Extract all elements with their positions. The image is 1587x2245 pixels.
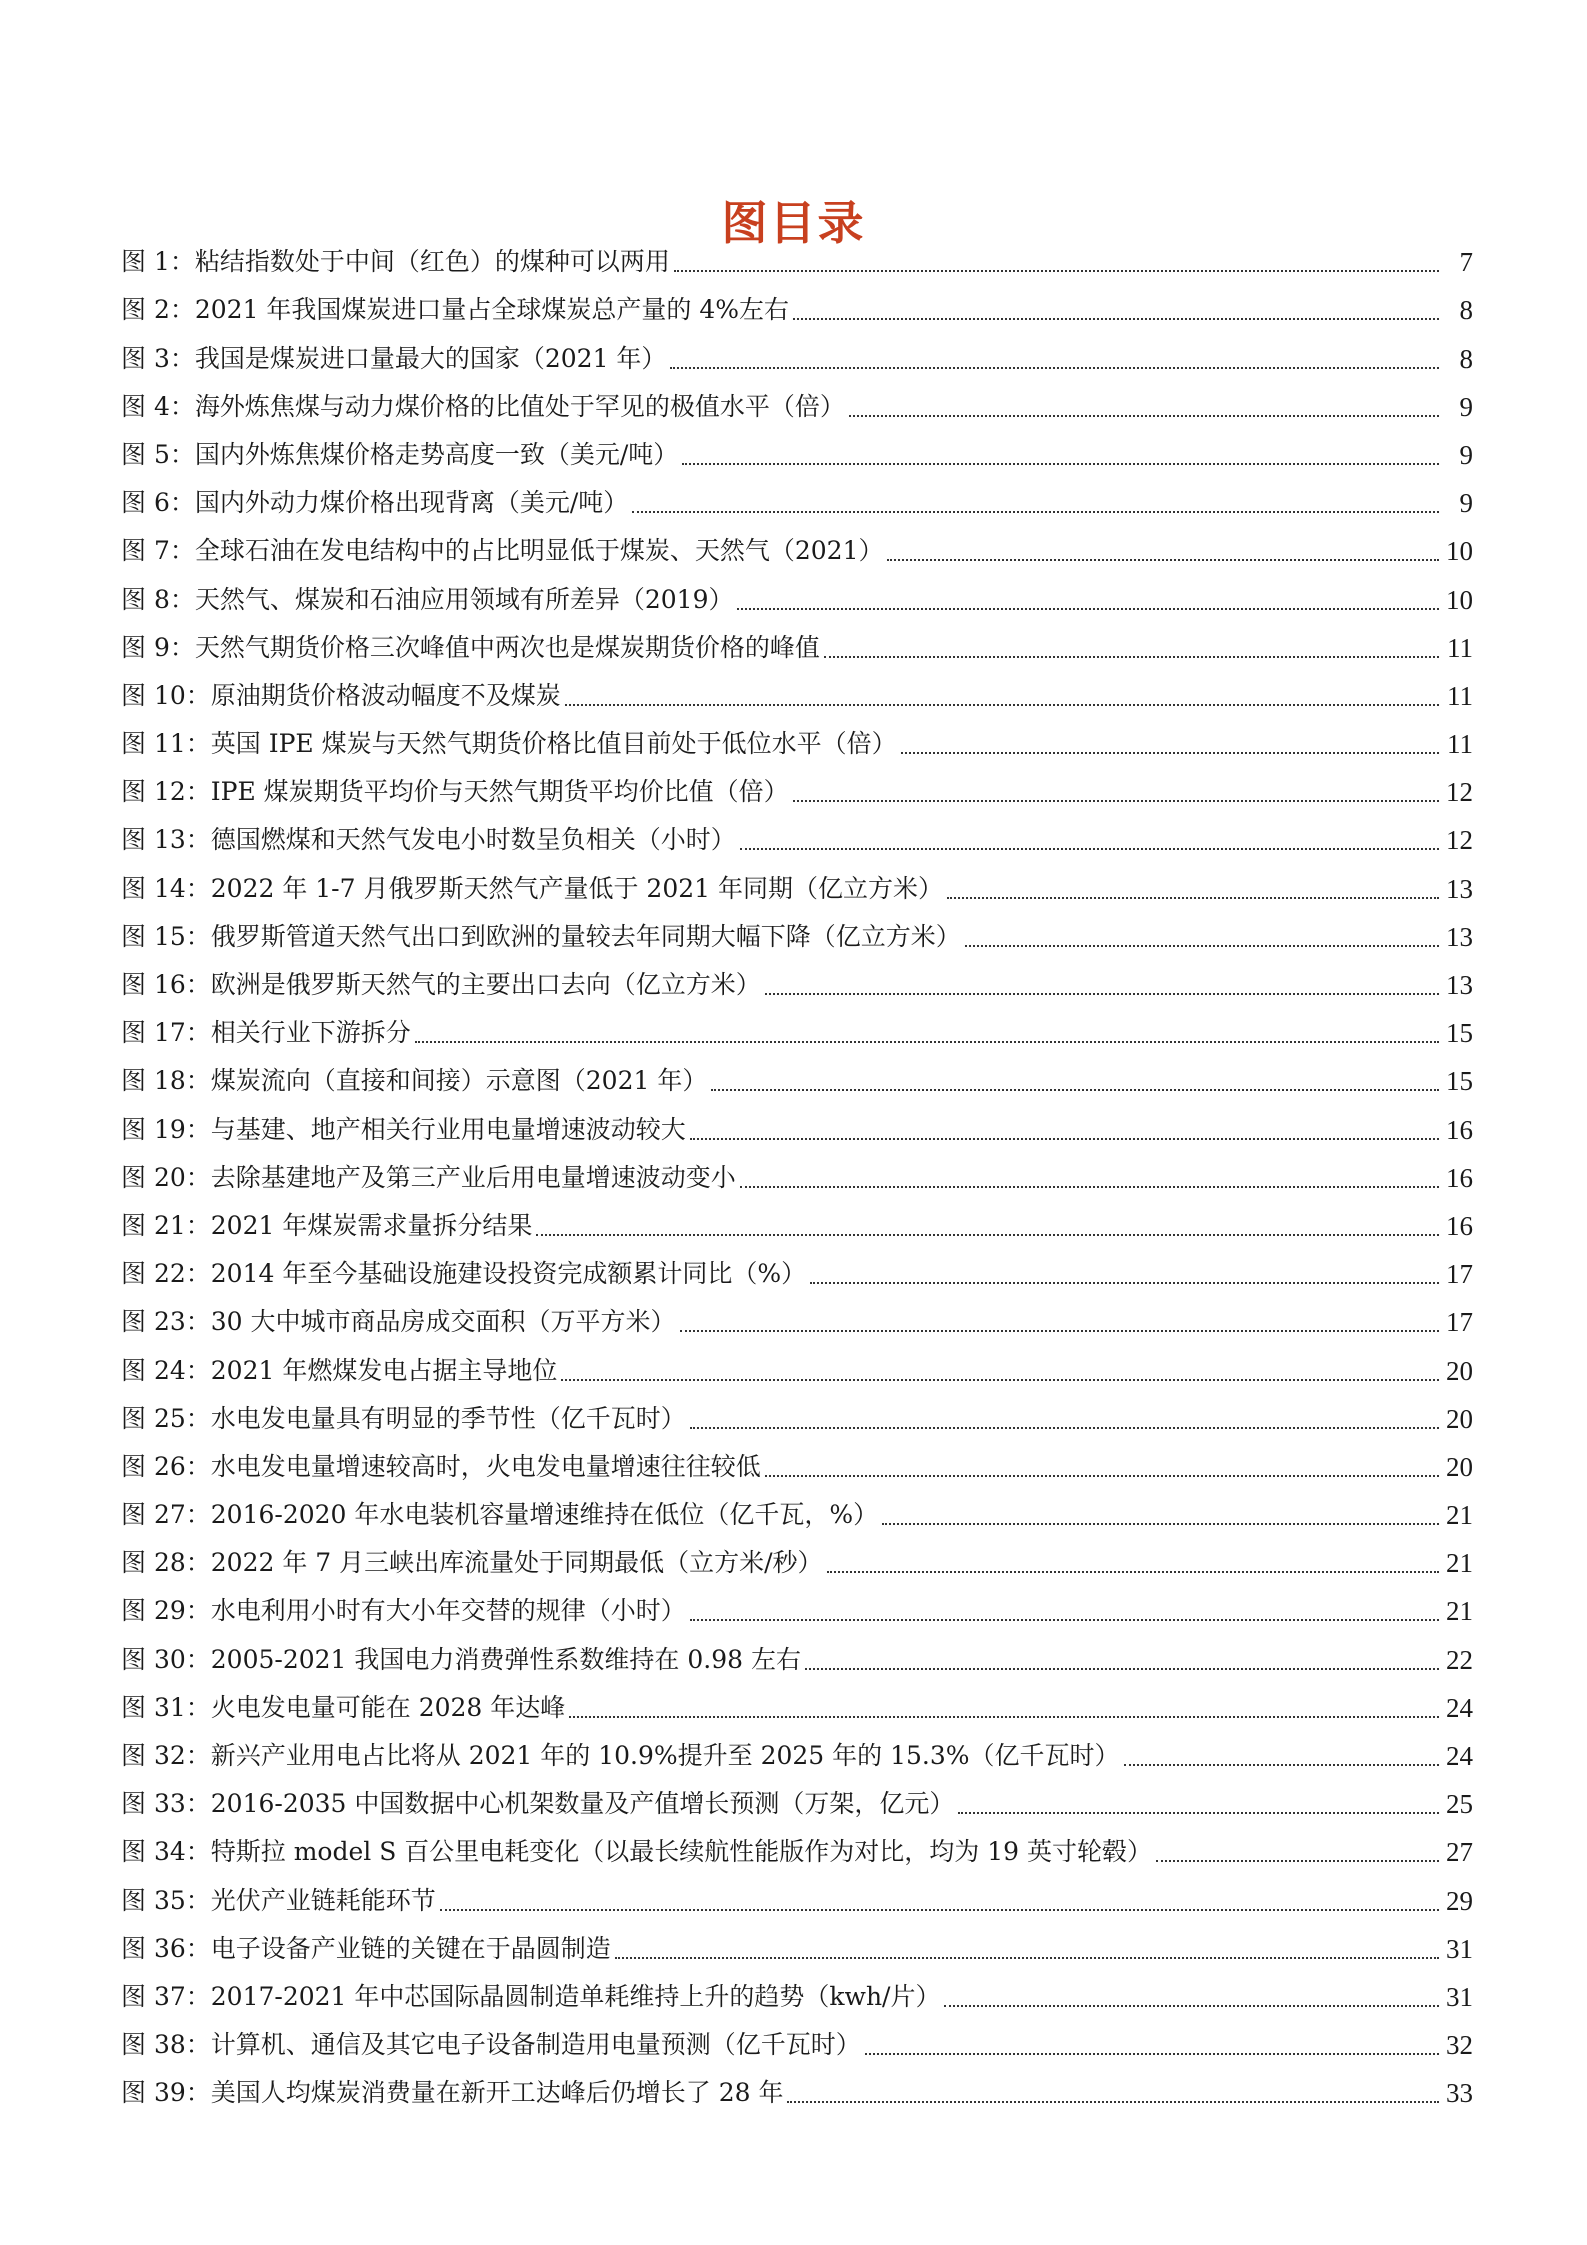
toc-entry-page-number: 27 <box>1446 1837 1473 1868</box>
toc-entry-page-number: 11 <box>1447 729 1473 760</box>
dot-leader <box>787 2101 1439 2103</box>
toc-entry-page-number: 15 <box>1446 1066 1473 1097</box>
dot-leader <box>887 559 1439 561</box>
dot-leader <box>690 1619 1439 1621</box>
toc-entry-page-number: 9 <box>1459 439 1473 470</box>
toc-entry[interactable] <box>121 1107 1473 1155</box>
dot-leader <box>882 1523 1439 1525</box>
toc-entry[interactable] <box>121 818 1473 866</box>
toc-entry-label: 图 15：俄罗斯管道天然气出口到欧洲的量较去年同期大幅下降（亿立方米） <box>121 921 961 951</box>
toc-entry[interactable] <box>121 770 1473 818</box>
toc-entry-page-number: 21 <box>1446 1596 1473 1627</box>
toc-entry-label: 图 9：天然气期货价格三次峰值中两次也是煤炭期货价格的峰值 <box>121 632 820 662</box>
toc-entry-label: 图 13：德国燃煤和天然气发电小时数呈负相关（小时） <box>121 825 736 855</box>
toc-entry-label: 图 23：30 大中城市商品房成交面积（万平方米） <box>121 1307 676 1337</box>
dot-leader <box>569 1716 1439 1718</box>
toc-entry-label: 图 20：去除基建地产及第三产业后用电量增速波动变小 <box>121 1162 736 1192</box>
toc-entry-page-number: 10 <box>1446 584 1473 615</box>
toc-entry-label: 图 36：电子设备产业链的关键在于晶圆制造 <box>121 1933 611 1963</box>
dot-leader <box>810 1282 1439 1284</box>
dot-leader <box>824 656 1439 658</box>
toc-entry-page-number: 8 <box>1459 343 1473 374</box>
toc-entry[interactable] <box>121 2023 1473 2071</box>
toc-entry-label: 图 10：原油期货价格波动幅度不及煤炭 <box>121 680 561 710</box>
toc-entry[interactable] <box>121 1445 1473 1493</box>
toc-entry-label: 图 17：相关行业下游拆分 <box>121 1018 411 1048</box>
toc-entry[interactable] <box>121 1300 1473 1348</box>
toc-entry-page-number: 17 <box>1446 1259 1473 1290</box>
toc-entry-page-number: 20 <box>1446 1355 1473 1386</box>
toc-entry[interactable] <box>121 1011 1473 1059</box>
toc-entry-label: 图 19：与基建、地产相关行业用电量增速波动较大 <box>121 1114 686 1144</box>
toc-entry[interactable] <box>121 915 1473 963</box>
dot-leader <box>958 1812 1439 1814</box>
toc-entry[interactable] <box>121 433 1473 481</box>
toc-entry[interactable] <box>121 336 1473 384</box>
dot-leader <box>536 1234 1439 1236</box>
toc-entry-label: 图 21：2021 年煤炭需求量拆分结果 <box>121 1210 533 1240</box>
toc-entry-page-number: 24 <box>1446 1692 1473 1723</box>
toc-entry-page-number: 13 <box>1446 970 1473 1000</box>
toc-entry-label: 图 4：海外炼焦煤与动力煤价格的比值处于罕见的极值水平（倍） <box>121 391 845 421</box>
toc-entry[interactable] <box>121 240 1473 288</box>
toc-entry[interactable] <box>121 1830 1473 1878</box>
toc-entry[interactable] <box>121 1782 1473 1830</box>
toc-entry[interactable] <box>121 866 1473 914</box>
toc-entry-page-number: 22 <box>1446 1644 1473 1675</box>
toc-entry[interactable] <box>121 674 1473 722</box>
dot-leader <box>440 1909 1439 1911</box>
toc-entry-page-number: 20 <box>1446 1403 1473 1434</box>
dot-leader <box>793 318 1439 320</box>
toc-entry[interactable] <box>121 1059 1473 1107</box>
toc-entry-label: 图 18：煤炭流向（直接和间接）示意图（2021 年） <box>121 1066 708 1096</box>
toc-entry[interactable] <box>121 1686 1473 1734</box>
toc-entry[interactable] <box>121 1927 1473 1975</box>
toc-entry-label: 图 14：2022 年 1-7 月俄罗斯天然气产量低于 2021 年同期（亿立方米） <box>121 873 943 903</box>
dot-leader <box>1124 1764 1439 1766</box>
toc-entry[interactable] <box>121 481 1473 529</box>
toc-entry-page-number: 16 <box>1446 1114 1473 1145</box>
toc-entry-label: 图 24：2021 年燃煤发电占据主导地位 <box>121 1355 558 1385</box>
dot-leader <box>849 415 1439 417</box>
dot-leader <box>765 993 1439 995</box>
toc-entry-page-number: 20 <box>1446 1451 1473 1482</box>
dot-leader <box>793 800 1439 802</box>
toc-entry[interactable] <box>121 626 1473 674</box>
toc-entry-label: 图 5：国内外炼焦煤价格走势高度一致（美元/吨） <box>121 439 679 469</box>
dot-leader <box>565 704 1439 706</box>
toc-entry-page-number: 7 <box>1459 247 1473 278</box>
toc-entry-page-number: 9 <box>1459 488 1473 519</box>
toc-entry[interactable] <box>121 1348 1473 1396</box>
toc-entry-label: 图 38：计算机、通信及其它电子设备制造用电量预测（亿千瓦时） <box>121 2030 861 2060</box>
toc-entry[interactable] <box>121 288 1473 336</box>
toc-entry-label: 图 27：2016-2020 年水电装机容量增速维持在低位（亿千瓦，%） <box>121 1500 879 1530</box>
toc-entry-label: 图 22：2014 年至今基础设施建设投资完成额累计同比（%） <box>121 1259 807 1289</box>
toc-entry-page-number: 31 <box>1446 1933 1473 1964</box>
dot-leader <box>901 752 1439 754</box>
page-title: 图目录 <box>721 195 866 250</box>
toc-entry-page-number: 10 <box>1446 536 1473 567</box>
toc-entry-label: 图 26：水电发电量增速较高时，火电发电量增速往往较低 <box>121 1451 761 1481</box>
toc-entry[interactable] <box>121 2071 1473 2119</box>
toc-entry[interactable] <box>121 1156 1473 1204</box>
dot-leader <box>944 2005 1439 2007</box>
dot-leader <box>805 1668 1439 1670</box>
toc-entry-label: 图 32：新兴产业用电占比将从 2021 年的 10.9%提升至 2025 年的 15.3%（亿千瓦时） <box>121 1741 1120 1770</box>
dot-leader <box>615 1957 1439 1959</box>
toc-entry-label: 图 1：粘结指数处于中间（红色）的煤种可以两用 <box>121 247 670 277</box>
toc-entry[interactable] <box>121 1541 1473 1589</box>
toc-entry-label: 图 29：水电利用小时有大小年交替的规律（小时） <box>121 1596 686 1626</box>
figure-table-of-contents <box>121 240 1473 2119</box>
toc-entry-page-number: 33 <box>1446 2078 1473 2109</box>
toc-entry-label: 图 37：2017-2021 年中芯国际晶圆制造单耗维持上升的趋势（kwh/片） <box>121 1981 941 2011</box>
toc-entry[interactable] <box>121 1204 1473 1252</box>
dot-leader <box>561 1379 1439 1381</box>
dot-leader <box>690 1427 1439 1429</box>
toc-entry[interactable] <box>121 1734 1473 1782</box>
dot-leader <box>670 367 1439 369</box>
toc-entry-label: 图 28：2022 年 7 月三峡出库流量处于同期最低（立方米/秒） <box>121 1548 823 1578</box>
toc-entry[interactable] <box>121 577 1473 625</box>
dot-leader <box>740 1186 1439 1188</box>
toc-entry-page-number: 8 <box>1459 295 1473 326</box>
toc-entry-page-number: 29 <box>1446 1885 1473 1916</box>
dot-leader <box>827 1571 1439 1573</box>
toc-entry-page-number: 11 <box>1447 680 1473 711</box>
toc-entry-label: 图 34：特斯拉 model S 百公里电耗变化（以最长续航性能版作为对比，均为 19 英寸轮毂） <box>121 1837 1152 1867</box>
toc-entry-page-number: 21 <box>1446 1548 1473 1579</box>
toc-entry-label: 图 3：我国是煤炭进口量最大的国家（2021 年） <box>121 343 667 373</box>
dot-leader <box>965 945 1439 947</box>
toc-entry[interactable] <box>121 1637 1473 1685</box>
toc-entry-label: 图 2：2021 年我国煤炭进口量占全球煤炭总产量的 4%左右 <box>121 295 790 325</box>
toc-entry[interactable] <box>121 529 1473 577</box>
toc-entry-page-number: 9 <box>1459 391 1473 422</box>
toc-entry[interactable] <box>121 1589 1473 1637</box>
toc-entry[interactable] <box>121 1397 1473 1445</box>
toc-entry[interactable] <box>121 1975 1473 2023</box>
toc-entry-label: 图 16：欧洲是俄罗斯天然气的主要出口去向（亿立方米） <box>121 970 761 999</box>
toc-entry-label: 图 8：天然气、煤炭和石油应用领域有所差异（2019） <box>121 584 734 614</box>
dot-leader <box>682 463 1439 465</box>
toc-entry[interactable] <box>121 1878 1473 1926</box>
dot-leader <box>674 270 1439 272</box>
toc-entry-label: 图 25：水电发电量具有明显的季节性（亿千瓦时） <box>121 1403 686 1433</box>
toc-entry-page-number: 12 <box>1446 777 1473 808</box>
dot-leader <box>690 1138 1439 1140</box>
toc-entry-label: 图 11：英国 IPE 煤炭与天然气期货价格比值目前处于低位水平（倍） <box>121 729 897 759</box>
toc-entry-page-number: 24 <box>1446 1741 1473 1771</box>
toc-entry[interactable] <box>121 1252 1473 1300</box>
toc-entry-page-number: 16 <box>1446 1210 1473 1241</box>
toc-entry-label: 图 30：2005-2021 我国电力消费弹性系数维持在 0.98 左右 <box>121 1644 801 1674</box>
dot-leader <box>1156 1860 1439 1862</box>
dot-leader <box>680 1330 1439 1332</box>
dot-leader <box>711 1089 1439 1091</box>
toc-entry[interactable] <box>121 1493 1473 1541</box>
toc-entry-page-number: 17 <box>1446 1307 1473 1338</box>
dot-leader <box>947 897 1439 899</box>
toc-entry-label: 图 33：2016-2035 中国数据中心机架数量及产值增长预测（万架，亿元） <box>121 1789 955 1819</box>
dot-leader <box>415 1041 1439 1043</box>
toc-entry-page-number: 15 <box>1446 1018 1473 1049</box>
dot-leader <box>765 1475 1439 1477</box>
toc-entry-label: 图 6：国内外动力煤价格出现背离（美元/吨） <box>121 488 629 518</box>
dot-leader <box>632 511 1439 513</box>
toc-entry-page-number: 11 <box>1447 632 1473 663</box>
dot-leader <box>865 2053 1439 2055</box>
toc-entry[interactable] <box>121 385 1473 433</box>
toc-entry-page-number: 16 <box>1446 1162 1473 1193</box>
toc-entry-page-number: 21 <box>1446 1500 1473 1531</box>
toc-entry[interactable] <box>121 963 1473 1011</box>
dot-leader <box>737 608 1439 610</box>
toc-entry-label: 图 12：IPE 煤炭期货平均价与天然气期货平均价比值（倍） <box>121 777 789 807</box>
toc-entry-label: 图 31：火电发电量可能在 2028 年达峰 <box>121 1692 566 1722</box>
toc-entry-page-number: 31 <box>1446 1981 1473 2012</box>
toc-entry-page-number: 32 <box>1446 2030 1473 2061</box>
toc-entry-label: 图 35：光伏产业链耗能环节 <box>121 1885 436 1915</box>
toc-entry-label: 图 39：美国人均煤炭消费量在新开工达峰后仍增长了 28 年 <box>121 2078 784 2108</box>
toc-entry[interactable] <box>121 722 1473 770</box>
toc-entry-page-number: 25 <box>1446 1789 1473 1820</box>
toc-entry-page-number: 13 <box>1446 921 1473 952</box>
toc-entry-page-number: 13 <box>1446 873 1473 904</box>
dot-leader <box>740 848 1439 850</box>
toc-entry-label: 图 7：全球石油在发电结构中的占比明显低于煤炭、天然气（2021） <box>121 536 884 566</box>
toc-entry-page-number: 12 <box>1446 825 1473 856</box>
